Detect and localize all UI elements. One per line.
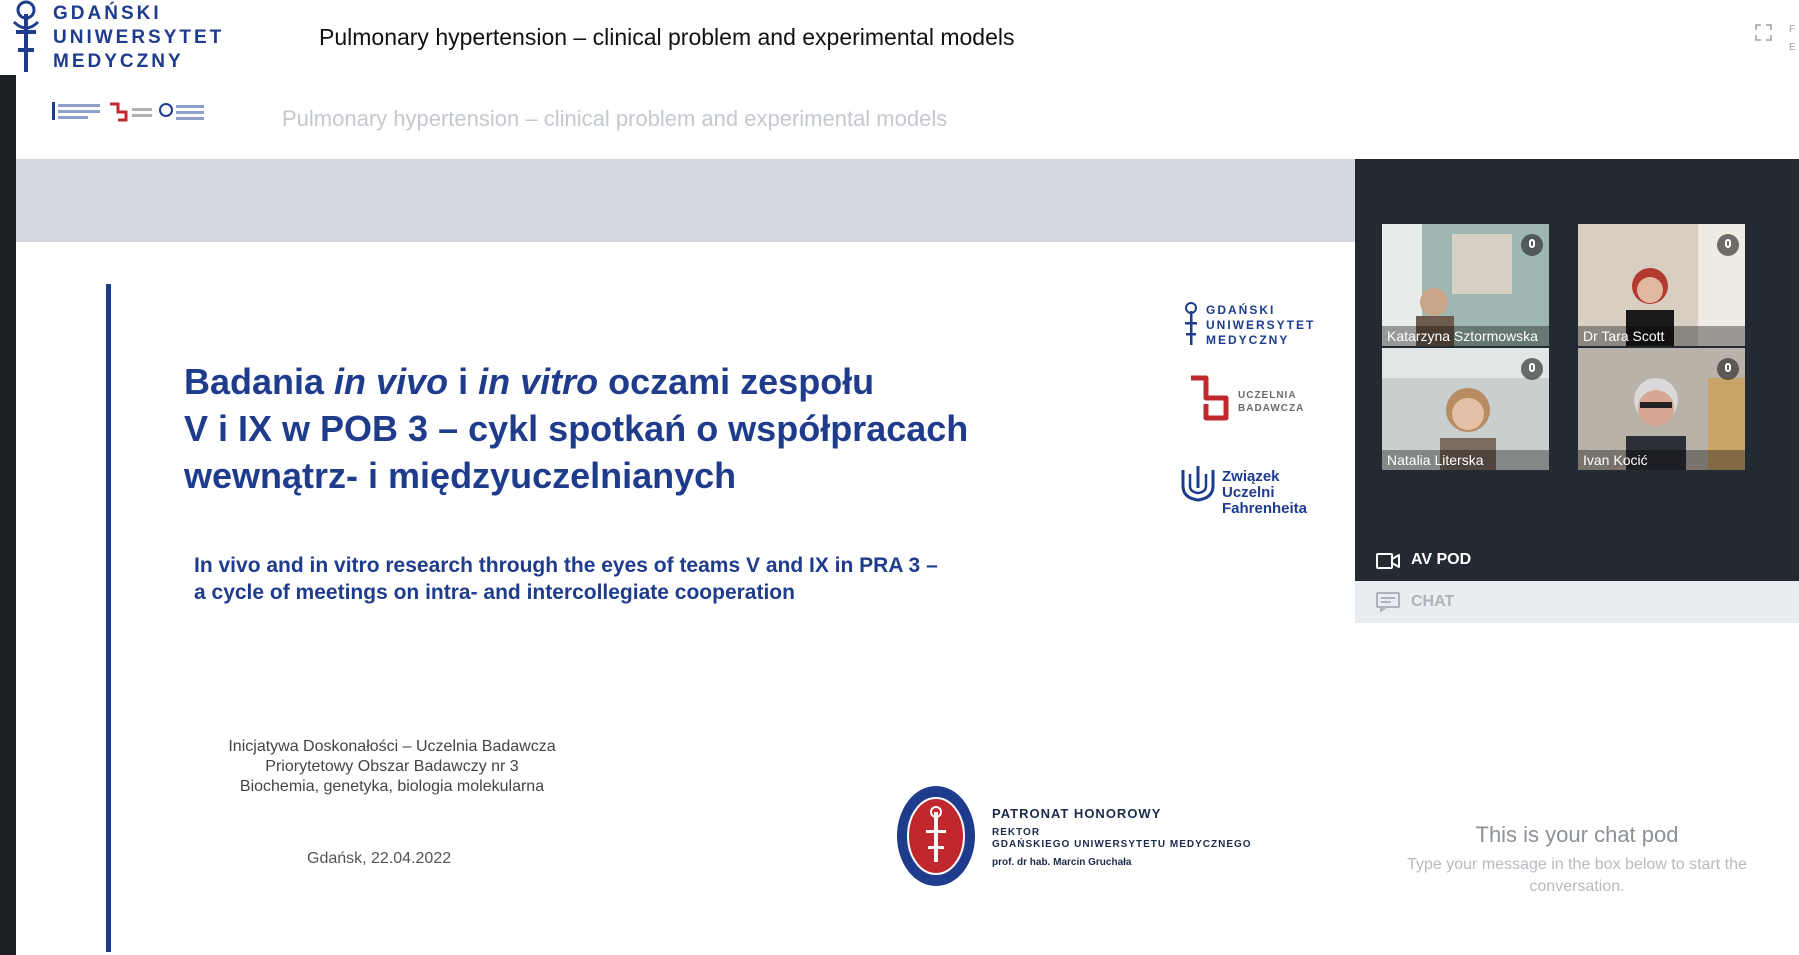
meeting-title: Pulmonary hypertension – clinical problem and experimental models <box>319 24 1015 50</box>
zwiazek-uczelni-logo-icon <box>1180 464 1216 502</box>
svg-text:F: F <box>1789 24 1796 35</box>
fullscreen-icon[interactable] <box>1753 22 1799 58</box>
svg-text:E: E <box>1789 42 1796 53</box>
gumed-logo-text: GDAŃSKI UNIWERSYTET MEDYCZNY <box>1206 303 1316 347</box>
uczelnia-badawcza-logo-text: UCZELNIA BADAWCZA <box>1238 390 1305 414</box>
microphone-icon[interactable] <box>1717 358 1739 380</box>
camera-icon <box>1376 552 1400 570</box>
university-logo-text: GDAŃSKI UNIWERSYTET MEDYCZNY <box>53 3 225 72</box>
chat-empty-title: This is your chat pod <box>1475 822 1679 847</box>
participant-name: Natalia Literska <box>1382 450 1549 470</box>
gumed-emblem-icon <box>6 0 46 74</box>
gumed-logo-icon <box>1180 302 1202 346</box>
patronage-block: PATRONAT HONOROWY REKTOR GDAŃSKIEGO UNIWERSYTETU MEDYCZNEGO prof. dr hab. Marcin Gruchała <box>992 806 1252 868</box>
chat-label: CHAT <box>1411 593 1455 610</box>
av-pod-label: AV POD <box>1411 551 1472 568</box>
slide-subheading: In vivo and in vitro research through the eyes of teams V and IX in PRA 3 – a cycle of meetings on intra- and intercollegiate cooperation <box>194 554 938 604</box>
slide-heading: Badania in vivo i in vitro oczami zespołu V i IX w POB 3 – cykl spotkań o współpracach wewnątrz- i międzyuczelnianych <box>184 361 969 496</box>
slide-accent-line <box>106 284 111 952</box>
uczelnia-badawcza-logo-icon <box>1186 374 1236 424</box>
video-tile[interactable] <box>1578 348 1745 470</box>
partner-logos-strip <box>52 100 212 124</box>
presentation-title: Pulmonary hypertension – clinical problem and experimental models <box>282 106 948 131</box>
slide-date: Gdańsk, 22.04.2022 <box>307 850 452 867</box>
microphone-icon[interactable] <box>1521 358 1543 380</box>
microphone-icon[interactable] <box>1717 234 1739 256</box>
video-tile[interactable] <box>1382 224 1549 346</box>
chat-icon <box>1376 592 1400 612</box>
participant-name: Dr Tara Scott <box>1578 326 1745 346</box>
video-tile[interactable] <box>1578 224 1745 346</box>
zwiazek-uczelni-logo-text: Związek Uczelni Fahrenheita <box>1222 468 1308 517</box>
chat-empty-hint: Type your message in the box below to start the conversation. <box>1407 856 1747 895</box>
initiative-text: Inicjatywa Doskonałości – Uczelnia Badawcza Priorytetowy Obszar Badawczy nr 3 Biochemia, genetyka, biologia molekularna <box>228 738 556 795</box>
chat-messages-area[interactable] <box>1355 623 1799 955</box>
microphone-icon[interactable] <box>1521 234 1543 256</box>
participant-name: Ivan Kocić <box>1578 450 1745 470</box>
university-seal-icon <box>895 784 977 888</box>
video-tile[interactable] <box>1382 348 1549 470</box>
slide-top-band <box>16 159 1355 242</box>
left-edge-bar <box>0 75 16 955</box>
participant-name: Katarzyna Sztormowska <box>1382 326 1549 346</box>
